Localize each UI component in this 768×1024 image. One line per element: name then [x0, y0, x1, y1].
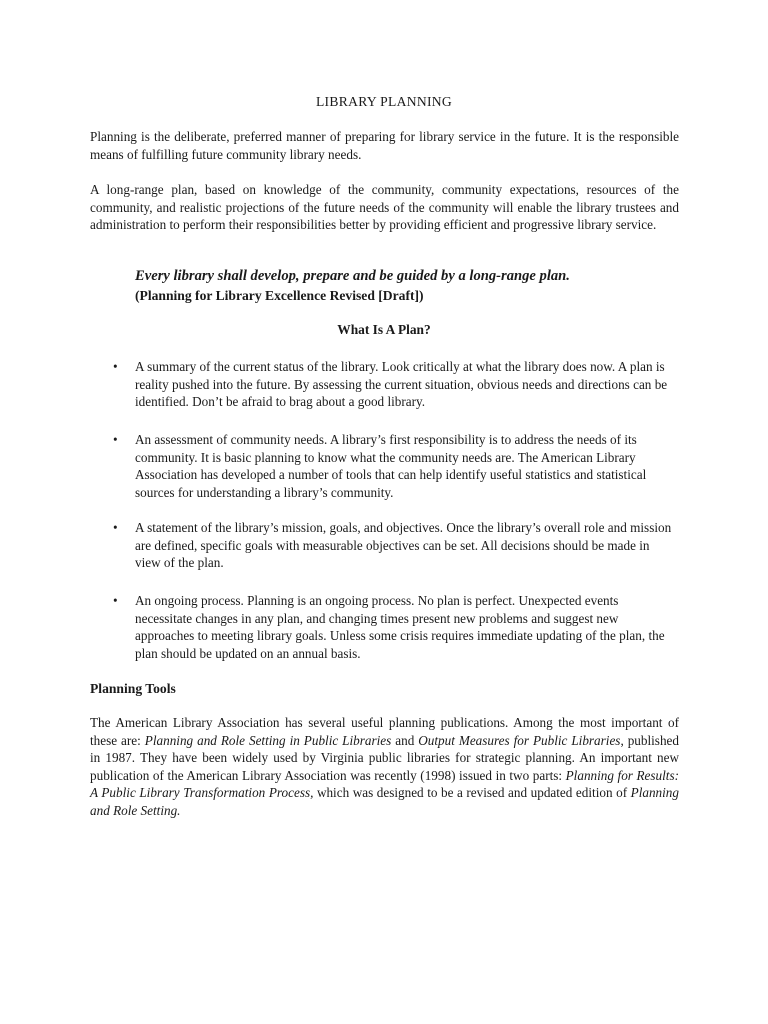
bullet-icon: •: [113, 359, 118, 374]
tools-text: , published in 1987. They have been widely used by Virginia public libraries for strategic planning. An important new publication of the American Library Association was recently (1998) issued in two parts:: [90, 732, 679, 783]
bullet-icon: •: [113, 593, 118, 608]
publication-title: Planning and Role Setting in Public Libraries: [144, 732, 392, 748]
plan-paragraph: A long-range plan, based on knowledge of the community, community expectations, resources of the community, and realistic projections of the future needs of the community will enable the library trustees and administration to perform their responsibilities better by providing efficient and progressive library service.: [90, 182, 679, 233]
list-item: [113, 519, 677, 572]
tools-text: The American Library Association has several useful planning publications. Among the most important of these are:: [90, 715, 679, 748]
bullet-icon: •: [113, 432, 118, 447]
list-item-text: A summary of the current status of the library. Look critically at what the library does now. A plan is reality pushed into the future. By assessing the current situation, obvious needs and directions can be identified. Don’t be afraid to brag about a good library.: [135, 359, 668, 410]
publication-title: Planning for Results: A Public Library Transformation Process,: [90, 767, 679, 801]
quote-text: Every library shall develop, prepare and be guided by a long-range plan.: [135, 268, 570, 284]
list-item-text: An assessment of community needs. A library’s first responsibility is to address the needs of its community. It is basic planning to know what the community needs are. The American Library Association has developed a number of tools that can help identify useful statistics and statistical sources for understanding a library’s community.: [135, 432, 647, 500]
tools-paragraph: [90, 714, 679, 820]
list-item-text: A statement of the library’s mission, goals, and objectives. Once the library’s overall role and mission are defined, specific goals with measurable objectives can be set. All decisions should be made in view of the plan.: [135, 520, 672, 571]
document-title: LIBRARY PLANNING: [315, 94, 453, 109]
list-item: [113, 431, 677, 501]
bullet-icon: •: [113, 520, 118, 535]
publication-title: Output Measures for Public Libraries: [418, 732, 621, 748]
tools-text: and: [391, 732, 419, 748]
list-item-text: An ongoing process. Planning is an ongoing process. No plan is perfect. Unexpected events necessitate changes in any plan, and changing times present new problems and suggest new approaches to meeting library goals. Unless some crisis requires immediate updating of the plan, the plan should be updated on an annual basis.: [135, 593, 665, 661]
quote-source: (Planning for Library Excellence Revised [Draft]): [135, 288, 424, 303]
intro-paragraph: Planning is the deliberate, preferred manner of preparing for library service in the future. It is the responsible means of fulfilling future community library needs.: [90, 129, 679, 162]
section-subheading: What Is A Plan?: [337, 322, 431, 337]
list-item: [113, 358, 677, 411]
list-item: [113, 592, 677, 662]
publication-title: Planning and Role Setting.: [90, 785, 679, 818]
section-heading: Planning Tools: [90, 681, 176, 696]
tools-text: which was designed to be a revised and updated edition of: [313, 785, 631, 801]
